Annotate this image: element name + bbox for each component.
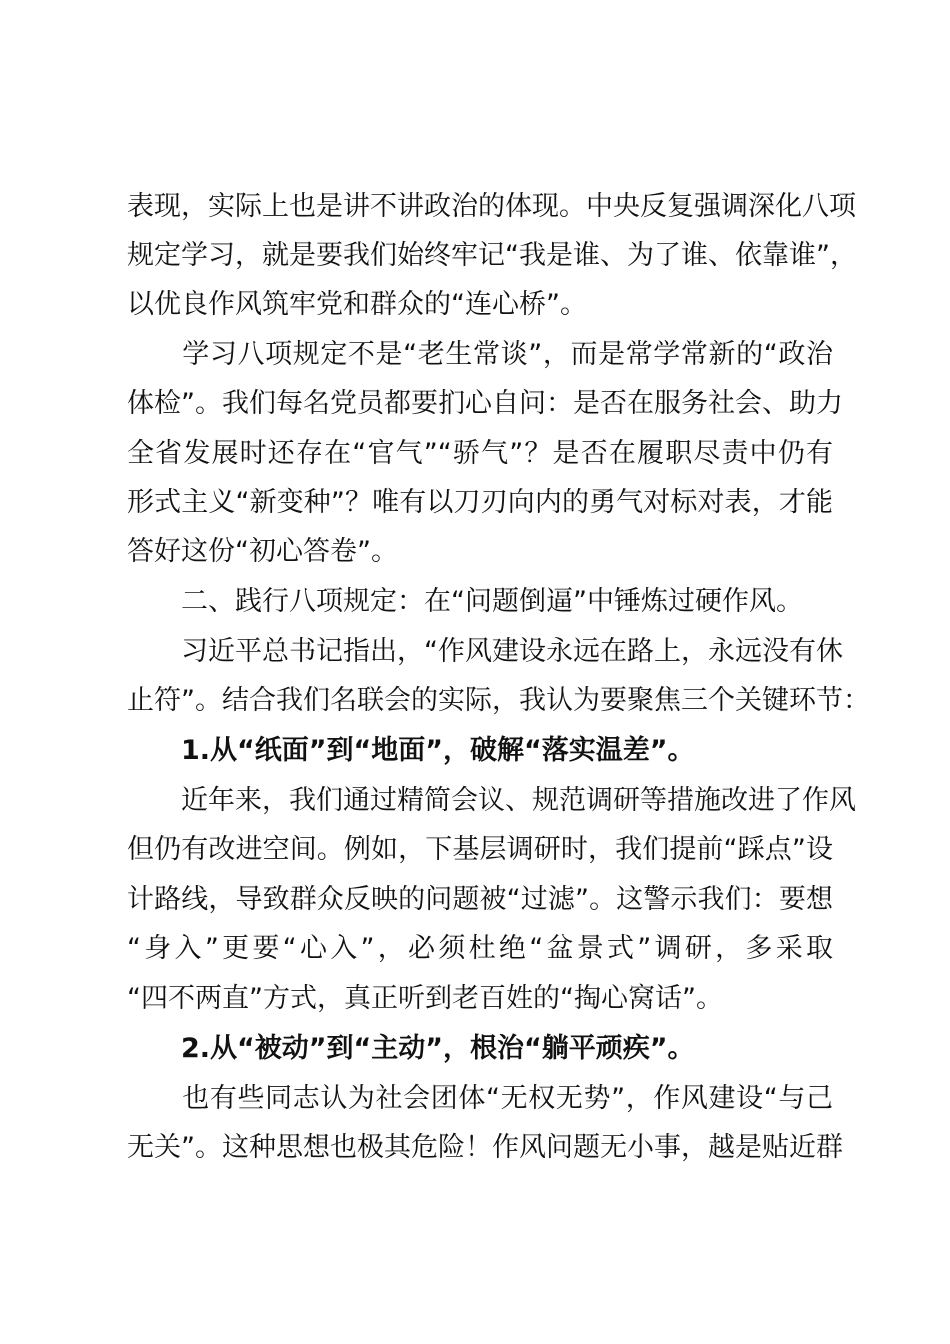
paragraph-line: 规定学习，就是要我们始终牢记“我是谁、为了谁、依靠谁”， — [127, 240, 857, 271]
paragraph-line: 形式主义“新变种”？唯有以刀刃向内的勇气对标对表，才能 — [127, 487, 833, 518]
paragraph-line: 答好这份“初心答卷”。 — [127, 536, 398, 567]
paragraph-line: 体检”。我们每名党员都要扪心自问：是否在服务社会、助力 — [127, 388, 843, 419]
paragraph-line: 学习八项规定不是“老生常谈”，而是常学常新的“政治 — [127, 339, 833, 370]
paragraph-line: 但仍有改进空间。例如，下基层调研时，我们提前“踩点”设 — [127, 834, 833, 865]
section-heading: 二、践行八项规定：在“问题倒逼”中锤炼过硬作风。 — [127, 586, 803, 617]
paragraph-line: “身入”更要“心入”，必须杜绝“盆景式”调研，多采取 — [127, 933, 833, 964]
paragraph-line: 习近平总书记指出，“作风建设永远在路上，永远没有休 — [127, 636, 843, 667]
subsection-heading: 1.从“纸面”到“地面”，破解“落实温差”。 — [127, 735, 695, 766]
paragraph-line: 表现，实际上也是讲不讲政治的体现。中央反复强调深化八项 — [127, 191, 856, 222]
paragraph-line: 计路线，导致群众反映的问题被“过滤”。这警示我们：要想 — [127, 884, 833, 915]
paragraph-line: 以优良作风筑牢党和群众的“连心桥”。 — [127, 289, 587, 320]
subsection-heading: 2.从“被动”到“主动”，根治“躺平顽疾”。 — [127, 1033, 695, 1064]
paragraph-line: “四不两直”方式，真正听到老百姓的“掏心窝话”。 — [127, 983, 723, 1014]
paragraph-line: 也有些同志认为社会团体“无权无势”，作风建设“与己 — [127, 1083, 833, 1114]
paragraph-line: 无关”。这种思想也极其危险！作风问题无小事，越是贴近群 — [127, 1132, 843, 1163]
paragraph-line: 全省发展时还存在“官气”“骄气”？是否在履职尽责中仍有 — [127, 438, 833, 469]
paragraph-line: 止符”。结合我们名联会的实际，我认为要聚焦三个关键环节： — [127, 685, 870, 716]
paragraph-line: 近年来，我们通过精简会议、规范调研等措施改进了作风 — [127, 785, 856, 816]
